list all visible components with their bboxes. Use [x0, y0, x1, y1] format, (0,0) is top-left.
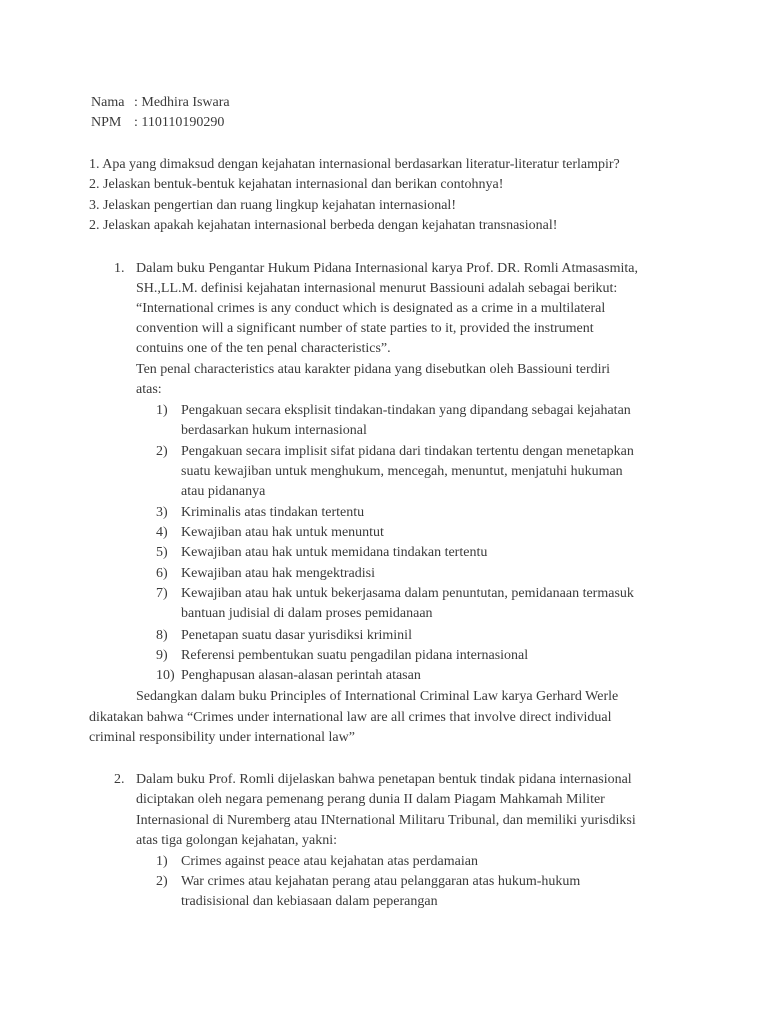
list-item: Referensi pembentukan suatu pengadilan pidana internasional: [181, 648, 529, 663]
list-item-number: 1): [156, 854, 168, 869]
list-item: suatu kewajiban untuk menghukum, mencegah, menuntut, menjatuhi hukuman: [181, 464, 623, 479]
answer-1-line: Dalam buku Pengantar Hukum Pidana Internasional karya Prof. DR. Romli Atmasasmita,: [136, 261, 638, 276]
list-item: Penetapan suatu dasar yurisdiksi kriminil: [181, 628, 412, 643]
answer-1-line: SH.,LL.M. definisi kejahatan internasional menurut Bassiouni adalah sebagai berikut:: [136, 281, 618, 296]
list-item-number: 1): [156, 403, 168, 418]
list-item-number: 10): [156, 668, 175, 683]
question-1: 1. Apa yang dimaksud dengan kejahatan internasional berdasarkan literatur-literatur terlampir?: [89, 157, 620, 172]
name-value: : Medhira Iswara: [134, 95, 230, 110]
answer-2-line: atas tiga golongan kejahatan, yakni:: [136, 833, 337, 848]
answer-1-line: contuins one of the ten penal characteristics”.: [136, 341, 391, 356]
list-item: atau pidananya: [181, 484, 266, 499]
list-item: Kewajiban atau hak untuk menuntut: [181, 525, 384, 540]
list-item-number: 3): [156, 505, 168, 520]
list-item-number: 7): [156, 586, 168, 601]
list-item: War crimes atau kejahatan perang atau pelanggaran atas hukum-hukum: [181, 874, 581, 889]
list-item: Kewajiban atau hak untuk bekerjasama dalam penuntutan, pemidanaan termasuk: [181, 586, 634, 601]
closing-paragraph-line: Sedangkan dalam buku Principles of International Criminal Law karya Gerhard Werle: [136, 689, 619, 704]
answer-2-line: diciptakan oleh negara pemenang perang dunia II dalam Piagam Mahkamah Militer: [136, 792, 605, 807]
list-item: Crimes against peace atau kejahatan atas perdamaian: [181, 854, 478, 869]
list-item-number: 9): [156, 648, 168, 663]
list-item: berdasarkan hukum internasional: [181, 423, 367, 438]
list-item: Kewajiban atau hak mengektradisi: [181, 566, 375, 581]
list-item-number: 2): [156, 874, 168, 889]
answer-1-line: convention will a significant number of state parties to it, provided the instrument: [136, 321, 594, 336]
list-item: Kriminalis atas tindakan tertentu: [181, 505, 365, 520]
question-2: 2. Jelaskan bentuk-bentuk kejahatan internasional dan berikan contohnya!: [89, 177, 504, 192]
list-item: Penghapusan alasan-alasan perintah atasan: [181, 668, 421, 683]
closing-paragraph-line: criminal responsibility under international law”: [89, 730, 355, 745]
npm-label: NPM: [91, 115, 122, 130]
list-item-number: 8): [156, 628, 168, 643]
question-3: 3. Jelaskan pengertian dan ruang lingkup kejahatan internasional!: [89, 198, 456, 213]
name-label: Nama: [91, 95, 125, 110]
list-item-number: 2): [156, 444, 168, 459]
answer-2-line: Internasional di Nuremberg atau INternational Militaru Tribunal, dan memiliki yurisdiksi: [136, 813, 636, 828]
list-item: bantuan judisial di dalam proses pemidanaan: [181, 606, 433, 621]
list-item: Kewajiban atau hak untuk memidana tindakan tertentu: [181, 545, 488, 560]
answer-1-number: 1.: [114, 261, 125, 276]
answer-1-line: Ten penal characteristics atau karakter pidana yang disebutkan oleh Bassiouni terdiri: [136, 362, 611, 377]
answer-2-number: 2.: [114, 772, 125, 787]
npm-value: : 110110190290: [134, 115, 225, 130]
list-item: Pengakuan secara implisit sifat pidana dari tindakan tertentu dengan menetapkan: [181, 444, 634, 459]
closing-paragraph-line: dikatakan bahwa “Crimes under international law are all crimes that involve direct individual: [89, 710, 612, 725]
list-item-number: 6): [156, 566, 168, 581]
question-4: 2. Jelaskan apakah kejahatan internasional berbeda dengan kejahatan transnasional!: [89, 218, 558, 233]
list-item-number: 4): [156, 525, 168, 540]
answer-2-line: Dalam buku Prof. Romli dijelaskan bahwa penetapan bentuk tindak pidana internasional: [136, 772, 632, 787]
list-item: tradisisional dan kebiasaan dalam peperangan: [181, 894, 438, 909]
answer-1-line: atas:: [136, 382, 162, 397]
list-item-number: 5): [156, 545, 168, 560]
answer-1-line: “International crimes is any conduct which is designated as a crime in a multilateral: [136, 301, 606, 316]
list-item: Pengakuan secara eksplisit tindakan-tindakan yang dipandang sebagai kejahatan: [181, 403, 631, 418]
